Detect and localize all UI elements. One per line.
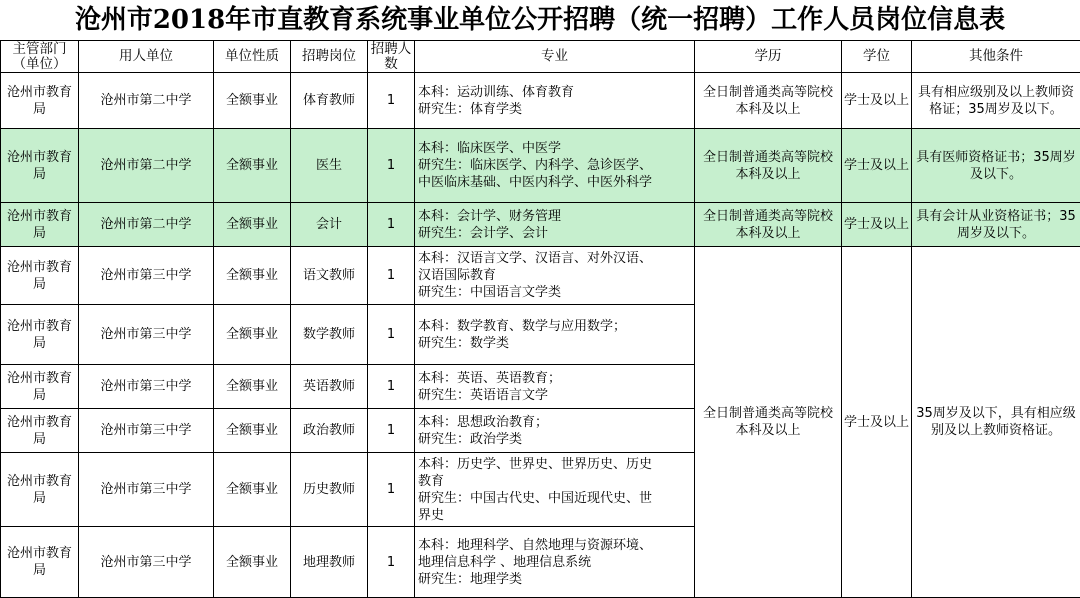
- cell-count: 1: [368, 365, 415, 409]
- header-dept: 主管部门（单位）: [1, 41, 79, 73]
- major-line: 本科：思想政治教育；: [418, 414, 692, 431]
- cell-count: 1: [368, 453, 415, 527]
- cell-dept: 沧州市教育局: [1, 247, 79, 305]
- table-row: [1, 203, 1080, 247]
- header-nature: 单位性质: [214, 41, 291, 73]
- table-header-row: [1, 41, 1080, 73]
- cell-dept: 沧州市教育局: [1, 409, 79, 453]
- major-line: 本科：汉语言文学、汉语言、对外汉语、: [418, 250, 692, 267]
- cell-other: 具有医师资格证书；35周岁及以下。: [912, 129, 1080, 203]
- cell-other: 具有会计从业资格证书；35周岁及以下。: [912, 203, 1080, 247]
- cell-nature: 全额事业: [214, 409, 291, 453]
- job-table: [0, 40, 1080, 598]
- cell-unit: 沧州市第三中学: [79, 453, 214, 527]
- cell-nature: 全额事业: [214, 203, 291, 247]
- major-line: 研究生：英语语言文学: [418, 387, 692, 404]
- cell-post: 历史教师: [291, 453, 368, 527]
- cell-nature: 全额事业: [214, 527, 291, 598]
- cell-post: 英语教师: [291, 365, 368, 409]
- cell-major: [415, 453, 695, 527]
- cell-edu-merged: 全日制普通类高等院校本科及以上: [695, 247, 842, 598]
- header-count: 招聘人数: [368, 41, 415, 73]
- cell-dept: 沧州市教育局: [1, 203, 79, 247]
- table-row: [1, 129, 1080, 203]
- major-line: 研究生：临床医学、内科学、急诊医学、: [418, 157, 692, 174]
- major-line: 中医临床基础、中医内科学、中医外科学: [418, 174, 692, 191]
- cell-unit: 沧州市第二中学: [79, 73, 214, 129]
- cell-unit: 沧州市第二中学: [79, 203, 214, 247]
- page-title: 沧州市2018年市直教育系统事业单位公开招聘（统一招聘）工作人员岗位信息表: [0, 0, 1080, 40]
- cell-dept: 沧州市教育局: [1, 129, 79, 203]
- cell-major: [415, 73, 695, 129]
- header-major: 专业: [415, 41, 695, 73]
- cell-count: 1: [368, 129, 415, 203]
- cell-dept: 沧州市教育局: [1, 73, 79, 129]
- cell-major: [415, 365, 695, 409]
- major-line: 本科：数学教育、数学与应用数学；: [418, 318, 692, 335]
- major-line: 研究生：体育学类: [418, 101, 692, 118]
- cell-major: [415, 247, 695, 305]
- cell-post: 语文教师: [291, 247, 368, 305]
- cell-post: 地理教师: [291, 527, 368, 598]
- cell-dept: 沧州市教育局: [1, 527, 79, 598]
- cell-edu: 全日制普通类高等院校本科及以上: [695, 129, 842, 203]
- cell-post: 体育教师: [291, 73, 368, 129]
- cell-count: 1: [368, 247, 415, 305]
- table-row: [1, 73, 1080, 129]
- major-line: 教育: [418, 473, 692, 490]
- cell-other: 具有相应级别及以上教师资格证；35周岁及以下。: [912, 73, 1080, 129]
- cell-unit: 沧州市第三中学: [79, 305, 214, 365]
- cell-nature: 全额事业: [214, 129, 291, 203]
- cell-unit: 沧州市第二中学: [79, 129, 214, 203]
- cell-degree-merged: 学士及以上: [842, 247, 912, 598]
- major-line: 本科：英语、英语教育；: [418, 370, 692, 387]
- cell-nature: 全额事业: [214, 305, 291, 365]
- cell-count: 1: [368, 409, 415, 453]
- major-line: 本科：历史学、世界史、世界历史、历史: [418, 456, 692, 473]
- major-line: 研究生：会计学、会计: [418, 225, 692, 242]
- cell-unit: 沧州市第三中学: [79, 527, 214, 598]
- major-line: 研究生：中国古代史、中国近现代史、世: [418, 490, 692, 507]
- cell-other-merged: 35周岁及以下，具有相应级别及以上教师资格证。: [912, 247, 1080, 598]
- cell-count: 1: [368, 73, 415, 129]
- table-row: [1, 247, 1080, 305]
- cell-count: 1: [368, 305, 415, 365]
- major-line: 研究生：政治学类: [418, 431, 692, 448]
- cell-unit: 沧州市第三中学: [79, 365, 214, 409]
- major-line: 地理信息科学 、地理信息系统: [418, 554, 692, 571]
- header-unit: 用人单位: [79, 41, 214, 73]
- cell-nature: 全额事业: [214, 453, 291, 527]
- cell-degree: 学士及以上: [842, 203, 912, 247]
- cell-major: [415, 203, 695, 247]
- cell-nature: 全额事业: [214, 247, 291, 305]
- cell-post: 医生: [291, 129, 368, 203]
- cell-major: [415, 409, 695, 453]
- cell-major: [415, 305, 695, 365]
- header-post: 招聘岗位: [291, 41, 368, 73]
- header-other: 其他条件: [912, 41, 1080, 73]
- major-line: 本科：运动训练、体育教育: [418, 84, 692, 101]
- cell-degree: 学士及以上: [842, 73, 912, 129]
- cell-nature: 全额事业: [214, 73, 291, 129]
- major-line: 本科：会计学、财务管理: [418, 208, 692, 225]
- major-line: 汉语国际教育: [418, 267, 692, 284]
- cell-edu: 全日制普通类高等院校本科及以上: [695, 73, 842, 129]
- header-edu: 学历: [695, 41, 842, 73]
- cell-dept: 沧州市教育局: [1, 305, 79, 365]
- major-line: 界史: [418, 507, 692, 524]
- major-line: 本科：临床医学、中医学: [418, 140, 692, 157]
- cell-major: [415, 527, 695, 598]
- cell-dept: 沧州市教育局: [1, 453, 79, 527]
- major-line: 本科：地理科学、自然地理与资源环境、: [418, 537, 692, 554]
- cell-unit: 沧州市第三中学: [79, 247, 214, 305]
- cell-edu: 全日制普通类高等院校本科及以上: [695, 203, 842, 247]
- cell-post: 数学教师: [291, 305, 368, 365]
- cell-count: 1: [368, 527, 415, 598]
- cell-unit: 沧州市第三中学: [79, 409, 214, 453]
- header-degree: 学位: [842, 41, 912, 73]
- cell-dept: 沧州市教育局: [1, 365, 79, 409]
- cell-count: 1: [368, 203, 415, 247]
- major-line: 研究生：地理学类: [418, 571, 692, 588]
- cell-degree: 学士及以上: [842, 129, 912, 203]
- major-line: 研究生：中国语言文学类: [418, 284, 692, 301]
- cell-post: 会计: [291, 203, 368, 247]
- major-line: 研究生：数学类: [418, 335, 692, 352]
- cell-post: 政治教师: [291, 409, 368, 453]
- cell-nature: 全额事业: [214, 365, 291, 409]
- cell-major: [415, 129, 695, 203]
